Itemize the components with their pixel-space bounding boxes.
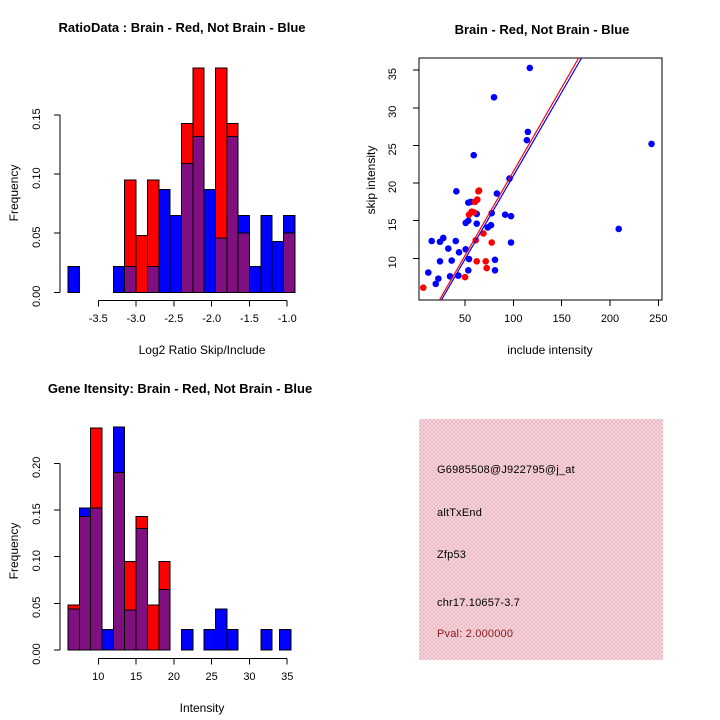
ratio-hist-bar-red xyxy=(136,236,147,293)
ratio-hist-bar-blue xyxy=(170,215,181,292)
gene-hist-bar-overlap xyxy=(91,508,102,650)
gene-info-box xyxy=(419,419,663,660)
scatter-point-not_brain xyxy=(473,220,480,227)
scatter-point-brain xyxy=(466,211,473,218)
scatter-point-not_brain xyxy=(437,238,444,245)
scatter-point-brain xyxy=(462,274,469,281)
scatter-x-tick-label: 50 xyxy=(458,313,472,325)
ratio-hist-bar-overlap xyxy=(181,163,192,292)
ratio-hist-y-tick-label: 0.00 xyxy=(31,285,43,308)
gene-hist-bar-overlap xyxy=(159,589,170,650)
scatter-point-not_brain xyxy=(470,152,477,159)
scatter-title: Brain - Red, Not Brain - Blue xyxy=(454,22,630,37)
ratio-hist-bar-overlap xyxy=(283,233,294,292)
scatter-point-brain xyxy=(473,258,480,265)
ratio-hist-x-tick-label: -1.0 xyxy=(277,313,297,325)
scatter-point-not_brain xyxy=(437,258,444,265)
ratio-hist-bar-blue xyxy=(113,266,124,292)
gene-hist-x-tick-label: 30 xyxy=(243,671,256,683)
scatter-point-not_brain xyxy=(465,267,472,274)
scatter-y-tick-label: 25 xyxy=(387,143,399,156)
gene-hist-x-tick-label: 15 xyxy=(129,671,143,683)
scatter-point-brain xyxy=(475,188,482,195)
gene-hist-bar-overlap xyxy=(136,529,147,650)
scatter-point-not_brain xyxy=(465,217,472,224)
scatter-point-not_brain xyxy=(526,65,533,72)
gene-hist-y-tick-label: 0.05 xyxy=(31,596,43,619)
gene-hist-bar-blue xyxy=(261,629,272,650)
gene-hist-y-tick-label: 0.20 xyxy=(31,456,43,479)
scatter-point-not_brain xyxy=(488,222,495,229)
gene-hist-ylabel: Frequency xyxy=(7,522,21,580)
probe-id-text: G6985508@J922795@j_at xyxy=(437,464,575,476)
gene-hist-x-tick-label: 35 xyxy=(281,671,294,683)
scatter-point-not_brain xyxy=(452,238,459,245)
gene-hist-bar-blue xyxy=(280,629,291,650)
scatter-point-not_brain xyxy=(648,141,655,148)
scatter-point-not_brain xyxy=(456,249,463,256)
gene-hist-x-tick-label: 20 xyxy=(167,671,180,683)
scatter-point-not_brain xyxy=(491,94,498,101)
gene-hist-bar-overlap xyxy=(125,610,136,650)
scatter-point-not_brain xyxy=(524,137,531,144)
pval-text: Pval: 2.000000 xyxy=(437,628,514,640)
ratio-hist-y-tick-label: 0.05 xyxy=(31,226,43,248)
ratio-hist-bar-blue xyxy=(261,215,272,292)
scatter-point-not_brain xyxy=(525,129,532,136)
gene-hist-x-tick-label: 10 xyxy=(92,671,105,683)
scatter-point-not_brain xyxy=(425,269,432,276)
ratio-hist-ylabel: Frequency xyxy=(7,164,21,222)
ratio-hist-x-tick-label: -1.5 xyxy=(239,313,259,325)
ratio-hist-title: RatioData : Brain - Red, Not Brain - Blue xyxy=(58,20,306,35)
scatter-point-not_brain xyxy=(453,188,460,195)
gene-hist-y-tick-label: 0.10 xyxy=(31,549,43,572)
ratio-hist-x-tick-label: -2.5 xyxy=(164,313,184,325)
event-type-text: altTxEnd xyxy=(437,507,483,519)
ratio-hist-xlabel: Log2 Ratio Skip/Include xyxy=(138,343,266,357)
scatter-point-not_brain xyxy=(445,245,452,252)
scatter-point-not_brain xyxy=(432,281,439,288)
scatter-ylabel: skip intensity xyxy=(364,145,378,215)
ratio-hist-y-tick-label: 0.10 xyxy=(31,167,43,189)
ratio-hist-bar-blue xyxy=(159,189,170,292)
scatter-x-tick-label: 200 xyxy=(600,313,620,325)
gene-hist-bar-blue xyxy=(102,629,113,650)
ratio-hist-bar-overlap xyxy=(238,233,249,292)
scatter-x-tick-label: 150 xyxy=(552,313,571,325)
scatter-point-brain xyxy=(483,265,490,272)
scatter-point-brain xyxy=(420,284,427,291)
ratio-hist-bar-blue xyxy=(204,189,215,292)
scatter-point-not_brain xyxy=(502,211,509,218)
scatter-regression-line-brain-fit xyxy=(439,58,578,300)
ratio-hist-bar-overlap xyxy=(193,136,204,292)
ratio-hist-bar-overlap xyxy=(125,266,136,292)
ratio-hist-bar-blue xyxy=(249,266,260,292)
gene-hist-bar-overlap xyxy=(68,609,79,650)
ratio-hist-bar-blue xyxy=(272,241,283,292)
ratio-hist-bar-overlap xyxy=(147,266,158,292)
gene-hist-title: Gene Itensity: Brain - Red, Not Brain - Blue xyxy=(47,381,313,396)
ratio-hist-y-tick-label: 0.15 xyxy=(31,108,43,130)
scatter-point-not_brain xyxy=(615,226,622,233)
gene-symbol-text: Zfp53 xyxy=(437,549,467,561)
scatter-y-tick-label: 15 xyxy=(387,218,399,231)
scatter-y-tick-label: 35 xyxy=(387,68,399,81)
scatter-point-brain xyxy=(472,199,479,206)
scatter-point-not_brain xyxy=(508,239,515,246)
scatter-y-tick-label: 20 xyxy=(387,180,399,194)
ratio-hist-bar-blue xyxy=(68,266,79,292)
scatter-point-not_brain xyxy=(428,238,435,245)
scatter-point-not_brain xyxy=(492,257,499,264)
ratio-hist-x-tick-label: -2.0 xyxy=(202,313,222,325)
ratio-hist-bar-overlap xyxy=(227,136,238,292)
ratio-hist-bar-overlap xyxy=(215,238,226,292)
gene-hist-bar-blue xyxy=(215,609,226,650)
scatter-point-brain xyxy=(482,258,489,265)
gene-hist-bar-red xyxy=(147,605,158,650)
gene-hist-xlabel: Intensity xyxy=(179,701,225,715)
gene-hist-bar-blue xyxy=(204,629,215,650)
gene-hist-x-tick-label: 25 xyxy=(205,671,218,683)
gene-hist-y-tick-label: 0.15 xyxy=(31,503,43,525)
gene-hist-bar-overlap xyxy=(79,517,90,650)
scatter-regression-line-not-brain-fit xyxy=(441,58,581,300)
gene-hist-y-tick-label: 0.00 xyxy=(31,643,43,665)
scatter-x-tick-label: 250 xyxy=(649,313,668,325)
scatter-point-not_brain xyxy=(492,267,499,274)
scatter-point-brain xyxy=(488,239,495,246)
scatter-xlabel: include intensity xyxy=(507,343,593,357)
scatter-plot-box xyxy=(419,58,662,300)
ratio-hist-x-tick-label: -3.5 xyxy=(88,313,108,325)
scatter-point-not_brain xyxy=(448,257,455,264)
gene-hist-bar-blue xyxy=(181,629,192,650)
scatter-point-not_brain xyxy=(465,199,472,206)
scatter-x-tick-label: 100 xyxy=(504,313,523,325)
locus-text: chr17.10657-3.7 xyxy=(437,597,521,609)
scatter-y-tick-label: 10 xyxy=(387,256,399,269)
gene-hist-bar-overlap xyxy=(113,473,124,650)
gene-hist-bar-blue xyxy=(227,629,238,650)
scatter-point-not_brain xyxy=(508,213,515,220)
ratio-hist-x-tick-label: -3.0 xyxy=(126,313,146,325)
scatter-y-tick-label: 30 xyxy=(387,105,399,118)
